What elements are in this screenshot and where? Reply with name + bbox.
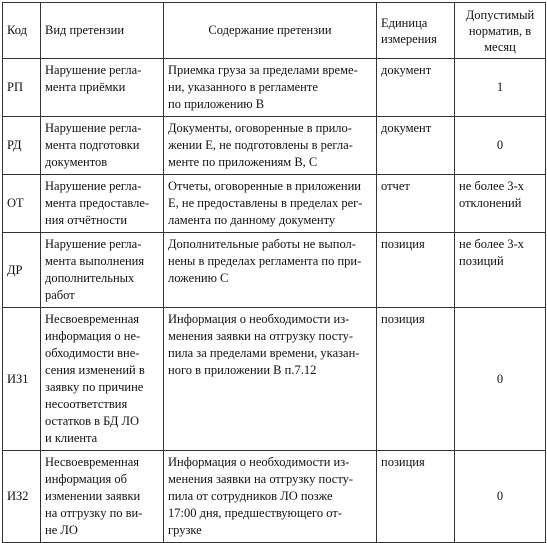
claim-norm: 0 bbox=[455, 451, 546, 543]
claim-norm: 1 bbox=[455, 59, 546, 117]
claim-code: ДР bbox=[3, 233, 41, 308]
claim-code: РП bbox=[3, 59, 41, 117]
claim-norm: 0 bbox=[455, 117, 546, 175]
claim-type: Несвоевременная информация об изменении заявки на отгрузку по ви- не ЛО bbox=[41, 451, 164, 543]
table-row bbox=[3, 233, 546, 308]
claim-content: Документы, оговоренные в прило- жении Е, не подготовлены в регла- менте по приложениям В, С bbox=[164, 117, 377, 175]
claim-code: РД bbox=[3, 117, 41, 175]
header-row bbox=[3, 3, 546, 59]
claim-unit: позиция bbox=[377, 233, 455, 308]
table-row bbox=[3, 308, 546, 451]
claim-code: ОТ bbox=[3, 175, 41, 233]
claim-unit: позиция bbox=[377, 308, 455, 451]
claim-content: Информация о необходимости из- менения заявки на отгрузку посту- пила от сотрудников ЛО позже 17:00 дня, предшествующего от- грузке bbox=[164, 451, 377, 543]
claim-type: Нарушение регла- мента предоставле- ния отчётности bbox=[41, 175, 164, 233]
claim-type: Нарушение регла- мента выполнения дополнительных работ bbox=[41, 233, 164, 308]
claim-type: Нарушение регла- мента приёмки bbox=[41, 59, 164, 117]
claim-unit: документ bbox=[377, 117, 455, 175]
claim-type: Нарушение регла- мента подготовки документов bbox=[41, 117, 164, 175]
claim-content: Дополнительные работы не выпол- нены в пределах регламента по при- ложению С bbox=[164, 233, 377, 308]
claim-norm: не более 3-х позиций bbox=[455, 233, 546, 308]
claim-unit: документ bbox=[377, 59, 455, 117]
claim-norm: 0 bbox=[455, 308, 546, 451]
claim-content: Отчеты, оговоренные в приложении Е, не предоставлены в пределах рег- ламента по данному документу bbox=[164, 175, 377, 233]
claim-code: ИЗ1 bbox=[3, 308, 41, 451]
header-type: Вид претензии bbox=[41, 3, 164, 59]
header-unit: Единица измерения bbox=[377, 3, 455, 59]
table-row bbox=[3, 59, 546, 117]
table-row bbox=[3, 175, 546, 233]
claim-content: Приемка груза за пределами време- ни, указанного в регламенте по приложению В bbox=[164, 59, 377, 117]
table-row bbox=[3, 451, 546, 543]
claim-unit: позиция bbox=[377, 451, 455, 543]
claim-content: Информация о необходимости из- менения заявки на отгрузку посту- пила за пределами времени, указан- ного в приложении В п.7.12 bbox=[164, 308, 377, 451]
claim-code: ИЗ2 bbox=[3, 451, 41, 543]
claim-unit: отчет bbox=[377, 175, 455, 233]
claims-table bbox=[2, 2, 546, 543]
header-norm: Допустимый норматив, в месяц bbox=[455, 3, 546, 59]
header-content: Содержание претензии bbox=[164, 3, 377, 59]
header-code: Код bbox=[3, 3, 41, 59]
table-row bbox=[3, 117, 546, 175]
claim-norm: не более 3-х отклонений bbox=[455, 175, 546, 233]
claim-type: Несвоевременная информация о не- обходимости вне- сения изменений в заявку по причине несоответствия остатков в БД ЛО и клиента bbox=[41, 308, 164, 451]
